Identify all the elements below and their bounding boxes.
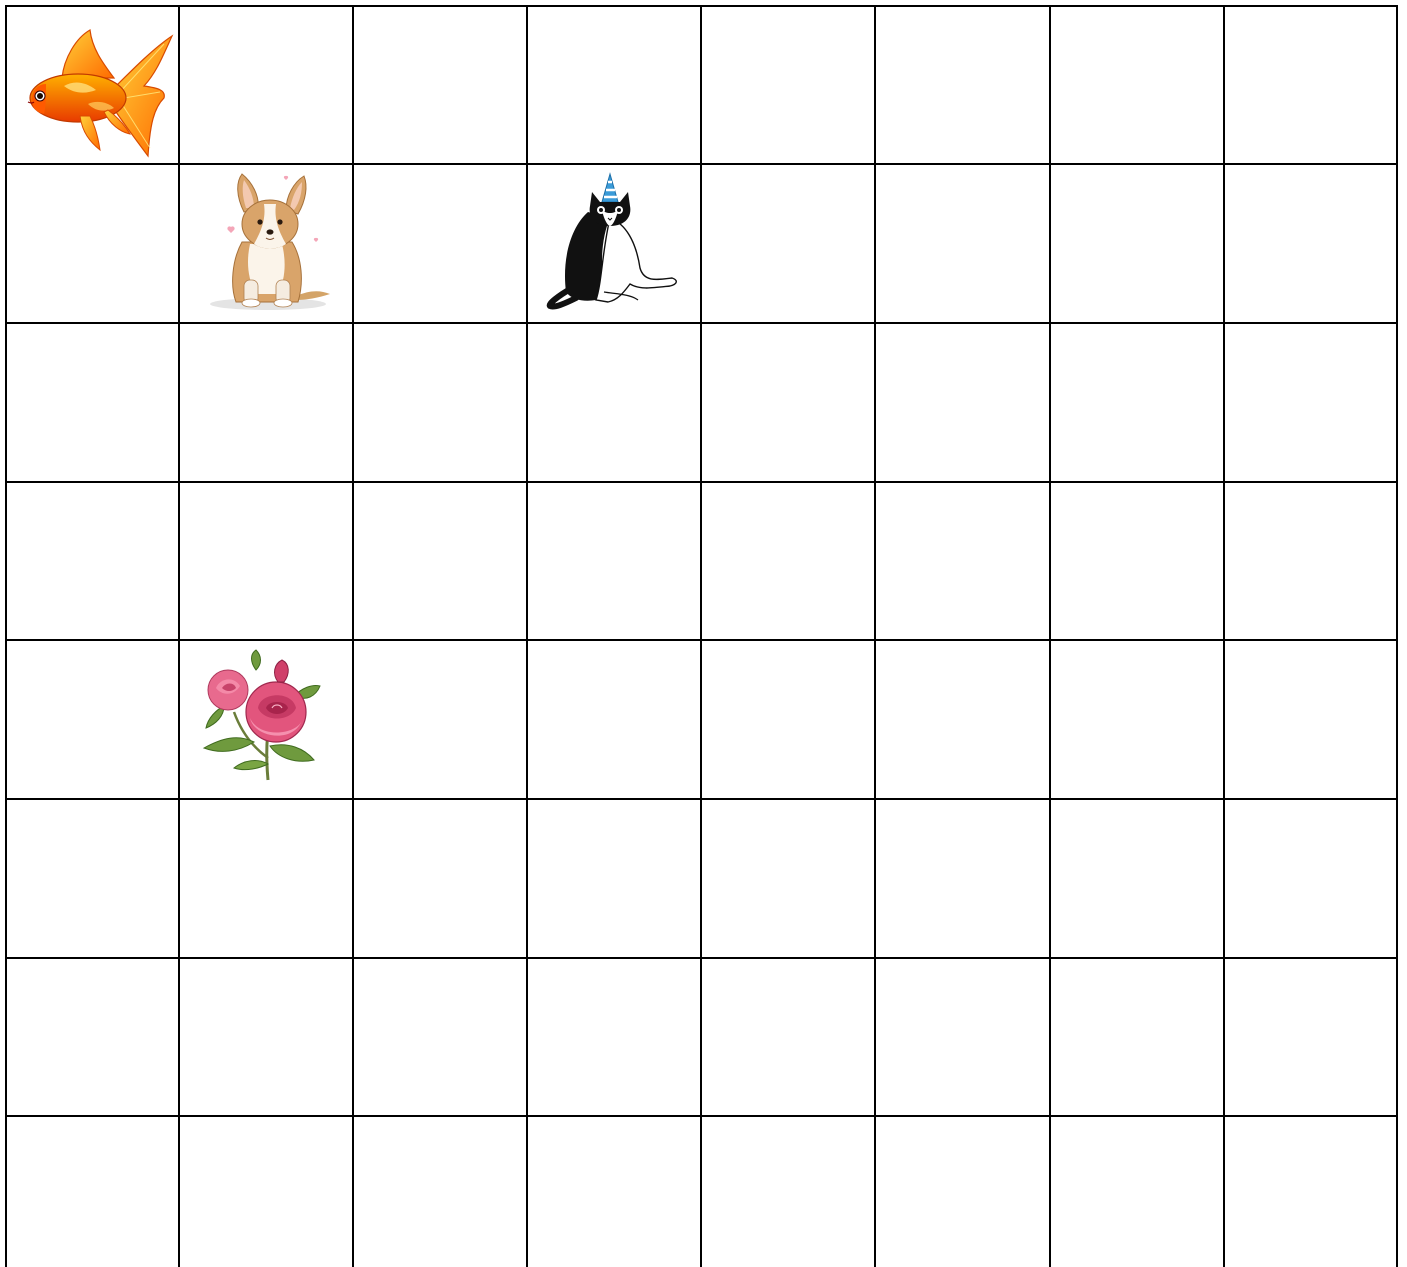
grid-cell[interactable]: [1225, 800, 1396, 957]
grid-cell[interactable]: [180, 800, 352, 957]
grid-cell[interactable]: [180, 959, 352, 1115]
grid-cell[interactable]: [7, 165, 178, 322]
grid-cell[interactable]: [1225, 165, 1396, 322]
grid-cell[interactable]: [702, 1117, 874, 1267]
corgi-dog-icon[interactable]: [206, 170, 332, 312]
grid-cell[interactable]: [1051, 641, 1223, 798]
grid-cell[interactable]: [1225, 959, 1396, 1115]
goldfish-icon[interactable]: [24, 28, 174, 160]
grid-cell[interactable]: [702, 165, 874, 322]
grid-cell[interactable]: [1225, 7, 1396, 163]
grid-cell[interactable]: [702, 7, 874, 163]
grid-cell[interactable]: [528, 324, 700, 481]
grid-cell[interactable]: [876, 165, 1049, 322]
grid-cell[interactable]: [876, 641, 1049, 798]
grid-cell[interactable]: [7, 324, 178, 481]
grid-cell[interactable]: [702, 483, 874, 639]
grid-cell[interactable]: [1225, 1117, 1396, 1267]
grid-cell[interactable]: [1051, 324, 1223, 481]
grid-cell[interactable]: [702, 959, 874, 1115]
grid-cell[interactable]: [354, 1117, 526, 1267]
grid-cell[interactable]: [702, 324, 874, 481]
grid-cell[interactable]: [528, 641, 700, 798]
grid-line-vertical: [1396, 5, 1398, 1267]
grid-cell[interactable]: [354, 641, 526, 798]
grid-cell[interactable]: [876, 483, 1049, 639]
grid-cell[interactable]: [1051, 800, 1223, 957]
grid-cell[interactable]: [876, 800, 1049, 957]
grid-cell[interactable]: [528, 1117, 700, 1267]
grid-cell[interactable]: [702, 800, 874, 957]
grid-cell[interactable]: [1225, 641, 1396, 798]
grid-cell[interactable]: [354, 165, 526, 322]
grid-cell[interactable]: [7, 641, 178, 798]
grid-cell[interactable]: [354, 7, 526, 163]
rose-icon[interactable]: [198, 648, 328, 782]
grid-cell[interactable]: [1051, 483, 1223, 639]
grid-cell[interactable]: [876, 959, 1049, 1115]
grid-cell[interactable]: [7, 800, 178, 957]
grid-cell[interactable]: [180, 483, 352, 639]
grid-cell[interactable]: [876, 1117, 1049, 1267]
grid-cell[interactable]: [1051, 1117, 1223, 1267]
grid-cell[interactable]: [876, 7, 1049, 163]
grid-cell[interactable]: [354, 800, 526, 957]
grid-cell[interactable]: [180, 7, 352, 163]
grid-cell[interactable]: [1051, 7, 1223, 163]
party-hat-cat-icon[interactable]: [544, 172, 682, 310]
grid-cell[interactable]: [354, 324, 526, 481]
grid-cell[interactable]: [528, 800, 700, 957]
grid-cell[interactable]: [180, 324, 352, 481]
grid-cell[interactable]: [876, 324, 1049, 481]
grid-cell[interactable]: [1225, 483, 1396, 639]
grid-cell[interactable]: [1051, 165, 1223, 322]
grid-cell[interactable]: [354, 959, 526, 1115]
grid-cell[interactable]: [528, 483, 700, 639]
grid-cell[interactable]: [528, 959, 700, 1115]
grid-cell[interactable]: [1225, 324, 1396, 481]
grid-cell[interactable]: [702, 641, 874, 798]
grid-cell[interactable]: [528, 7, 700, 163]
grid-cell[interactable]: [7, 483, 178, 639]
grid-cell[interactable]: [180, 1117, 352, 1267]
grid-cell[interactable]: [1051, 959, 1223, 1115]
grid-cell[interactable]: [354, 483, 526, 639]
grid-cell[interactable]: [7, 959, 178, 1115]
grid-cell[interactable]: [7, 1117, 178, 1267]
